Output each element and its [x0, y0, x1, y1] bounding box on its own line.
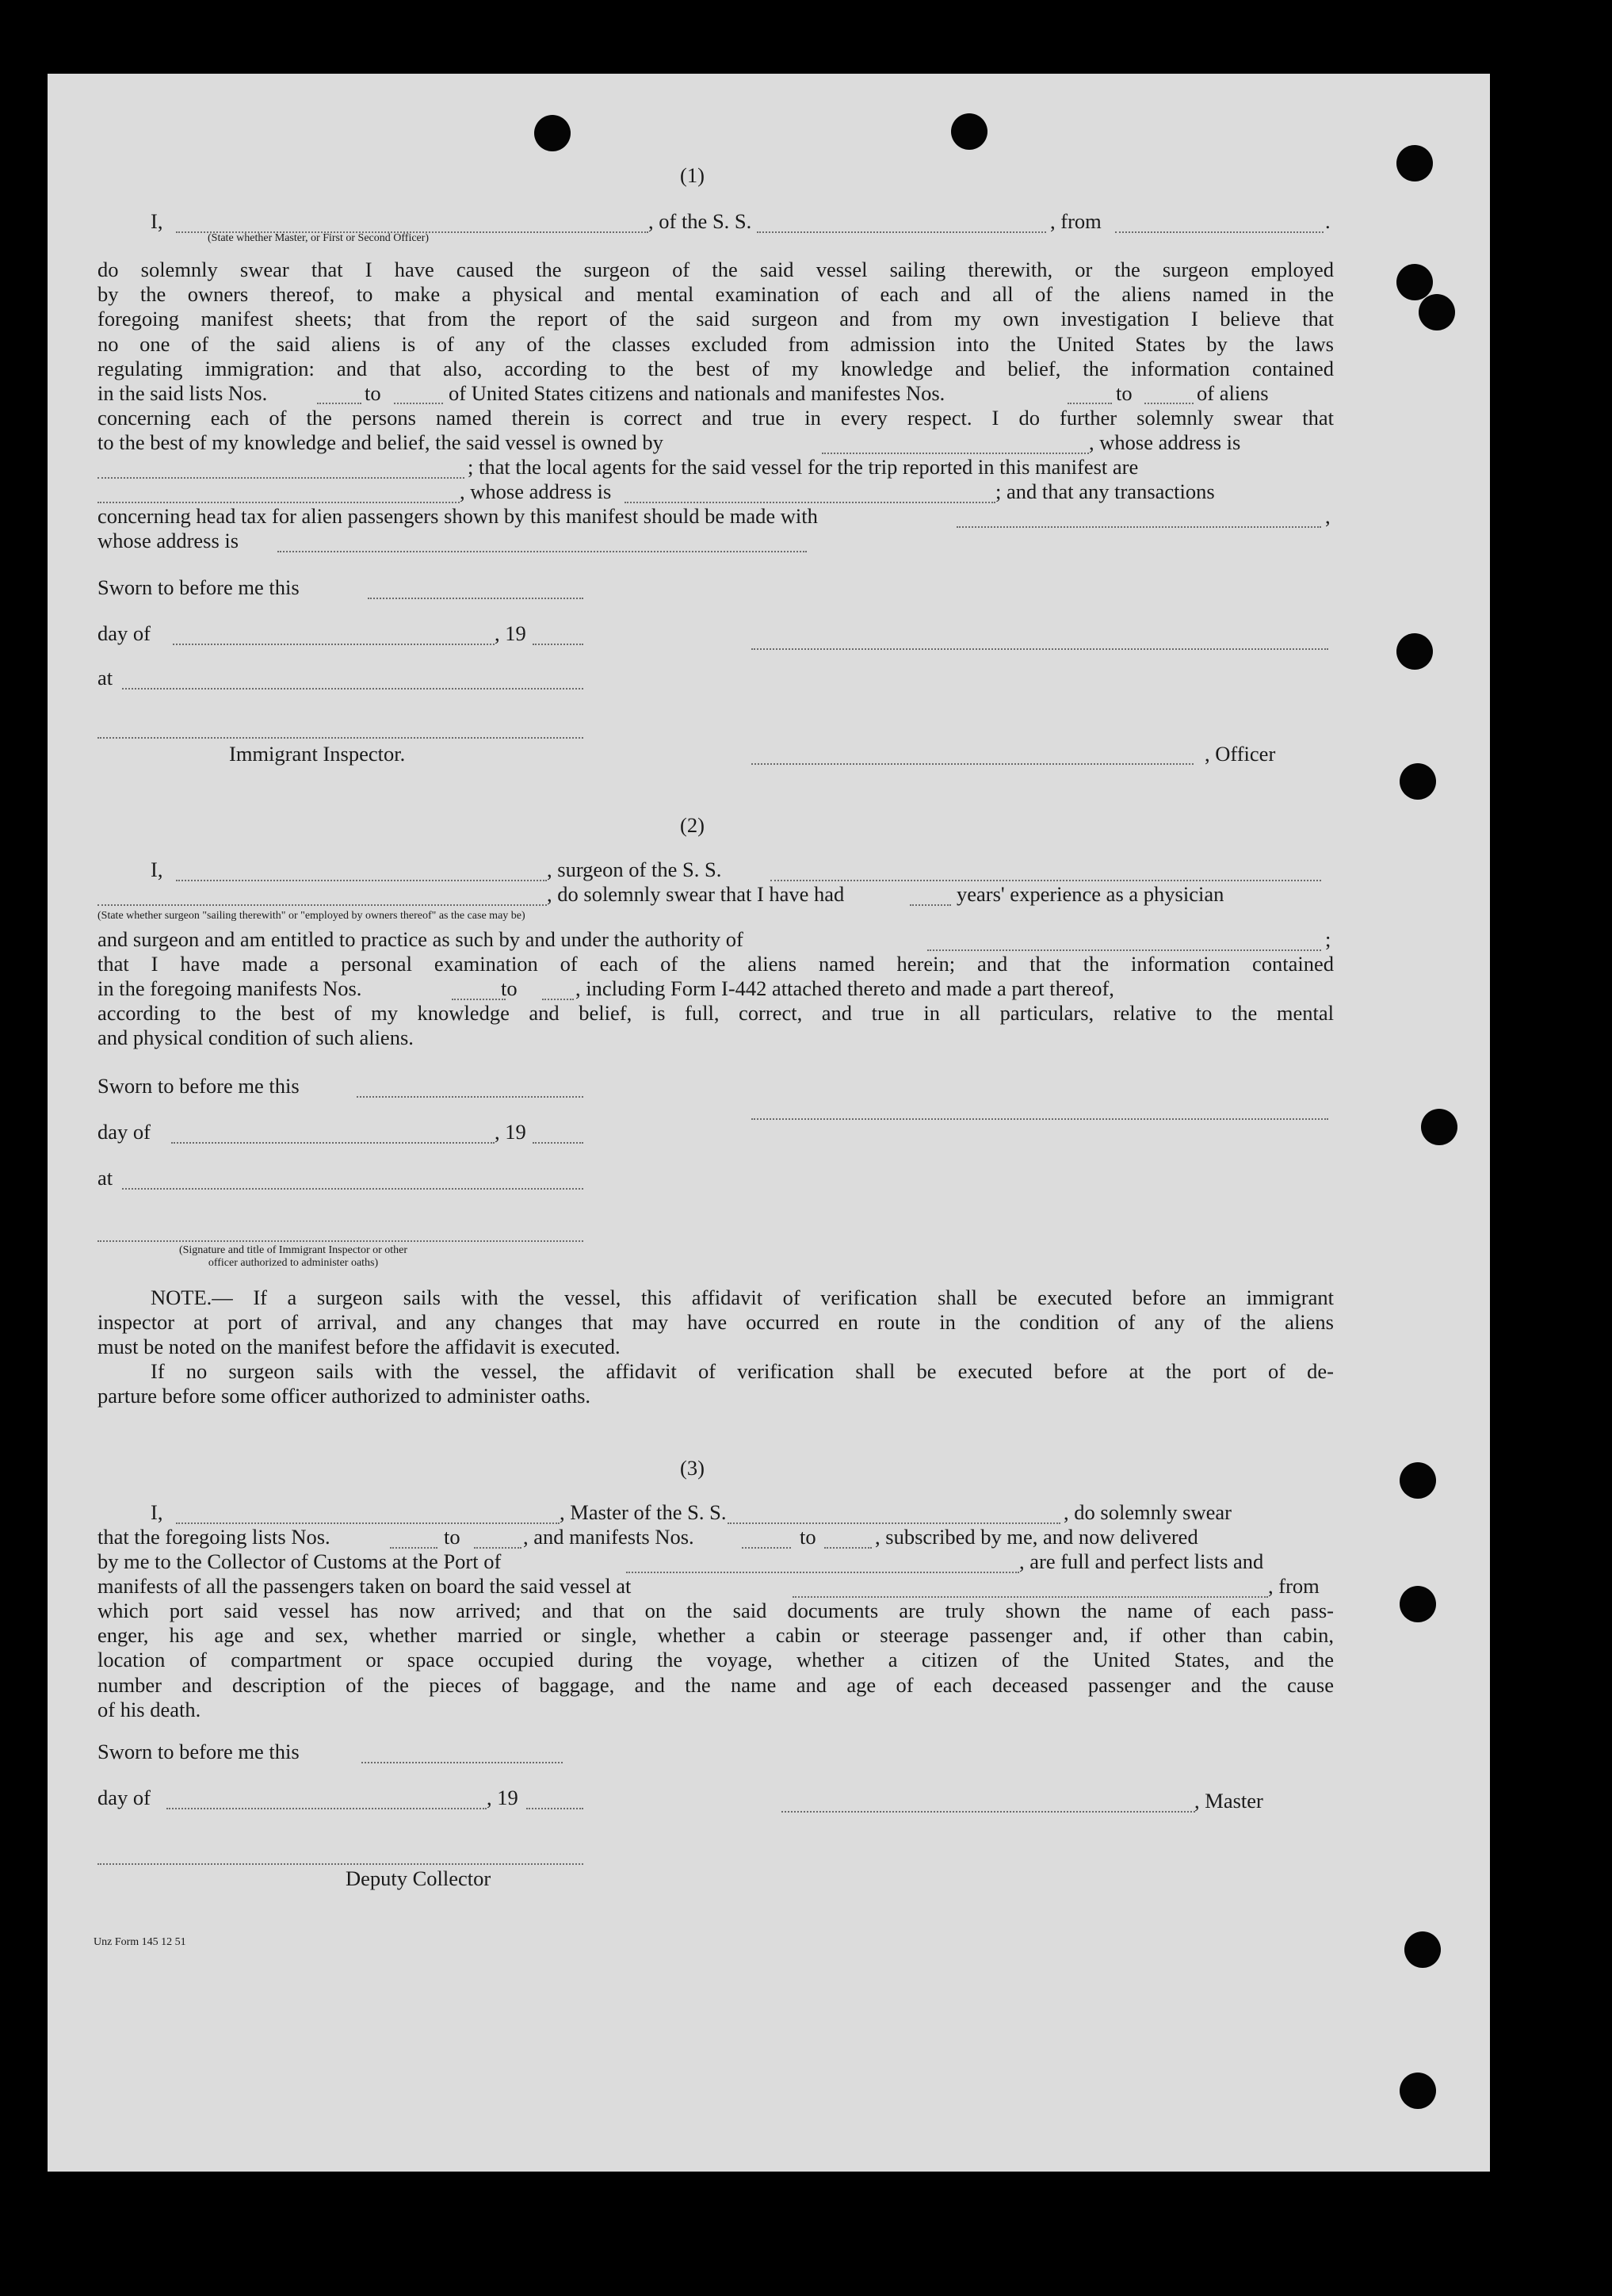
text: years' experience as a physician: [957, 882, 1224, 906]
text-line: If no surgeon sails with the vessel, the affidavit of verification shall be executed before at the port of de-: [151, 1359, 1334, 1383]
punch-hole: [1400, 1462, 1436, 1499]
blank-line: [910, 904, 951, 906]
text: , Master of the S. S.: [560, 1500, 727, 1524]
punch-hole: [1419, 294, 1455, 330]
blank-line: [626, 1572, 1019, 1573]
paragraph: [97, 1599, 1334, 1722]
text: of aliens: [1197, 381, 1269, 405]
text: ; and that any transactions: [995, 479, 1215, 503]
signature-line: [751, 648, 1328, 650]
text: I,: [151, 209, 163, 233]
field-note: (State whether surgeon "sailing therewith" or "employed by owners thereof" as the case may be): [97, 910, 525, 922]
deputy-label: Deputy Collector: [346, 1866, 491, 1890]
blank-line: [97, 502, 460, 503]
text: and physical condition of such aliens.: [97, 1026, 414, 1049]
blank-line: [277, 551, 807, 552]
text: that the foregoing lists Nos.: [97, 1525, 330, 1549]
text: manifests of all the passengers taken on board the said vessel at: [97, 1574, 632, 1598]
text: .: [1325, 209, 1331, 233]
text: , are full and perfect lists and: [1019, 1549, 1264, 1573]
signature-line: [751, 1118, 1328, 1120]
text: day of: [97, 1120, 151, 1144]
text: to: [501, 976, 518, 1000]
blank-line: [122, 1188, 583, 1190]
field-note: (Signature and title of Immigrant Inspector or other: [178, 1244, 408, 1256]
text-line: regulating immigration: and that also, according to the best of my knowledge and belief, the information contained: [97, 356, 1334, 380]
blank-line: [97, 1240, 583, 1242]
paragraph: [97, 1001, 1334, 1026]
text: whose address is: [97, 529, 239, 552]
text-line: location of compartment or space occupied during the voyage, whether a citizen of the United States, and the: [97, 1648, 1334, 1672]
signature-line: [751, 763, 1194, 765]
text-line: concerning each of the persons named therein is correct and true in every respect. I do further solemnly swear that: [97, 406, 1334, 430]
master-label: , Master: [1194, 1789, 1263, 1813]
blank-line: [390, 1547, 437, 1549]
text: , whose address is: [460, 479, 612, 503]
note-paragraph: [97, 1286, 1334, 1360]
text: I,: [151, 858, 163, 881]
text: to: [1116, 381, 1133, 405]
blank-line: [368, 598, 583, 599]
blank-line: [742, 1547, 791, 1549]
blank-line: [1115, 231, 1324, 233]
punch-hole: [1396, 264, 1433, 300]
text: , including Form I-442 attached thereto and made a part thereof,: [575, 976, 1114, 1000]
paragraph: [97, 258, 1334, 381]
text: at: [97, 1166, 113, 1190]
text: , from: [1050, 209, 1102, 233]
text: to the best of my knowledge and belief, the said vessel is owned by: [97, 430, 663, 454]
blank-line: [625, 502, 995, 503]
blank-line: [317, 403, 361, 404]
text-line: of his death.: [97, 1697, 201, 1721]
text: , and manifests Nos.: [523, 1525, 694, 1549]
inspector-label: Immigrant Inspector.: [229, 742, 406, 766]
text-line: number and description of the pieces of baggage, and the name and age of each deceased passenger and the cause: [97, 1672, 1334, 1697]
text: , surgeon of the S. S.: [547, 858, 722, 881]
text: at: [97, 666, 113, 690]
blank-line: [757, 231, 1046, 233]
text: , of the S. S.: [648, 209, 752, 233]
text: in the foregoing manifests Nos.: [97, 976, 362, 1000]
text-line: must be noted on the manifest before the affidavit is executed.: [97, 1335, 621, 1359]
blank-line: [97, 477, 464, 479]
punch-hole: [1396, 145, 1433, 181]
signature-line: [781, 1811, 1195, 1813]
text-line: foregoing manifest sheets; that from the report of the said surgeon and from my own investigation I believe that: [97, 307, 1334, 331]
blank-line: [822, 453, 1089, 454]
punch-hole: [1396, 633, 1433, 670]
text: in the said lists Nos.: [97, 381, 268, 405]
text: , 19: [487, 1786, 518, 1809]
blank-line: [171, 1142, 495, 1144]
blank-line: [122, 688, 583, 690]
text-line: that I have made a personal examination of each of the aliens named herein; and that the information contained: [97, 952, 1334, 976]
text: , 19: [495, 621, 526, 645]
blank-line: [394, 403, 443, 404]
blank-line: [793, 1596, 1268, 1598]
text: I,: [151, 1500, 163, 1524]
text-line: according to the best of my knowledge and belief, is full, correct, and true in all particulars, relative to the mental: [97, 1001, 1334, 1025]
text: to: [444, 1525, 460, 1549]
text-line: do solemnly swear that I have caused the surgeon of the said vessel sailing therewith, or the surgeon employed: [97, 258, 1334, 281]
text: , 19: [495, 1120, 526, 1144]
text-line: enger, his age and sex, whether married or single, whether a cabin or steerage passenger and, if other than cabin,: [97, 1623, 1334, 1648]
blank-line: [533, 1142, 583, 1144]
blank-line: [957, 526, 1321, 528]
text: to: [800, 1525, 816, 1549]
text: ; that the local agents for the said vessel for the trip reported in this manifest are: [468, 455, 1139, 479]
text: , do solemnly swear: [1064, 1500, 1232, 1524]
text: Sworn to before me this: [97, 1740, 300, 1763]
text-line: NOTE.— If a surgeon sails with the vessel, this affidavit of verification shall be executed before an immigrant: [151, 1286, 1334, 1309]
punch-hole: [1400, 763, 1436, 800]
blank-line: [474, 1547, 521, 1549]
form-number: Unz Form 145 12 51: [94, 1936, 186, 1948]
field-note: (State whether Master, or First or Second Officer): [208, 232, 430, 244]
blank-line: [452, 999, 506, 1000]
text: day of: [97, 621, 151, 645]
text-line: parture before some officer authorized to administer oaths.: [97, 1384, 591, 1408]
punch-hole: [1400, 1586, 1436, 1622]
punch-hole: [1421, 1109, 1457, 1145]
text: Sworn to before me this: [97, 575, 300, 599]
section-number: (2): [680, 813, 705, 837]
blank-line: [97, 737, 583, 739]
text: and surgeon and am entitled to practice as such by and under the authority of: [97, 927, 743, 951]
text: concerning head tax for alien passengers shown by this manifest should be made with: [97, 504, 818, 528]
blank-line: [361, 1762, 563, 1763]
punch-hole: [951, 113, 987, 150]
text-line: which port said vessel has now arrived; and that on the said documents are truly shown the name of each pass-: [97, 1599, 1334, 1622]
text: Sworn to before me this: [97, 1074, 300, 1098]
blank-line: [526, 1808, 583, 1809]
section-number: (1): [680, 163, 705, 187]
blank-line: [176, 1522, 560, 1524]
blank-line: [166, 1808, 487, 1809]
punch-hole: [1404, 1931, 1441, 1968]
paragraph: [97, 952, 1334, 976]
text: , from: [1268, 1574, 1320, 1598]
blank-line: [357, 1096, 583, 1098]
note-paragraph: [97, 1359, 1334, 1408]
paragraph: [97, 406, 1334, 430]
punch-hole: [1400, 2073, 1436, 2109]
form-page: [48, 74, 1490, 2172]
blank-line: [927, 949, 1321, 951]
punch-hole: [534, 115, 571, 151]
blank-line: [542, 999, 574, 1000]
text: to: [365, 381, 381, 405]
officer-label: , Officer: [1205, 742, 1276, 766]
text: , do solemnly swear that I have had: [547, 882, 845, 906]
text-line: inspector at port of arrival, and any changes that may have occurred en route in the condition of any of the aliens: [97, 1310, 1334, 1335]
text: ;: [1325, 927, 1331, 951]
text-line: by the owners thereof, to make a physical and mental examination of each and all of the aliens named in the: [97, 282, 1334, 307]
text: by me to the Collector of Customs at the Port of: [97, 1549, 502, 1573]
blank-line: [770, 880, 1321, 881]
text: , subscribed by me, and now delivered: [875, 1525, 1198, 1549]
blank-line: [824, 1547, 872, 1549]
blank-line: [176, 880, 547, 881]
text: , whose address is: [1089, 430, 1241, 454]
text: ,: [1325, 504, 1331, 528]
blank-line: [1144, 403, 1194, 404]
blank-line: [173, 644, 495, 645]
text: day of: [97, 1786, 151, 1809]
blank-line: [1068, 403, 1112, 404]
blank-line: [728, 1522, 1060, 1524]
field-note: officer authorized to administer oaths): [208, 1257, 379, 1269]
blank-line: [533, 644, 583, 645]
blank-line: [97, 1863, 583, 1865]
text-line: no one of the said aliens is of any of the classes excluded from admission into the United States by the laws: [97, 331, 1334, 356]
text: of United States citizens and nationals and manifestes Nos.: [449, 381, 945, 405]
section-number: (3): [680, 1456, 705, 1480]
blank-line: [97, 904, 547, 906]
